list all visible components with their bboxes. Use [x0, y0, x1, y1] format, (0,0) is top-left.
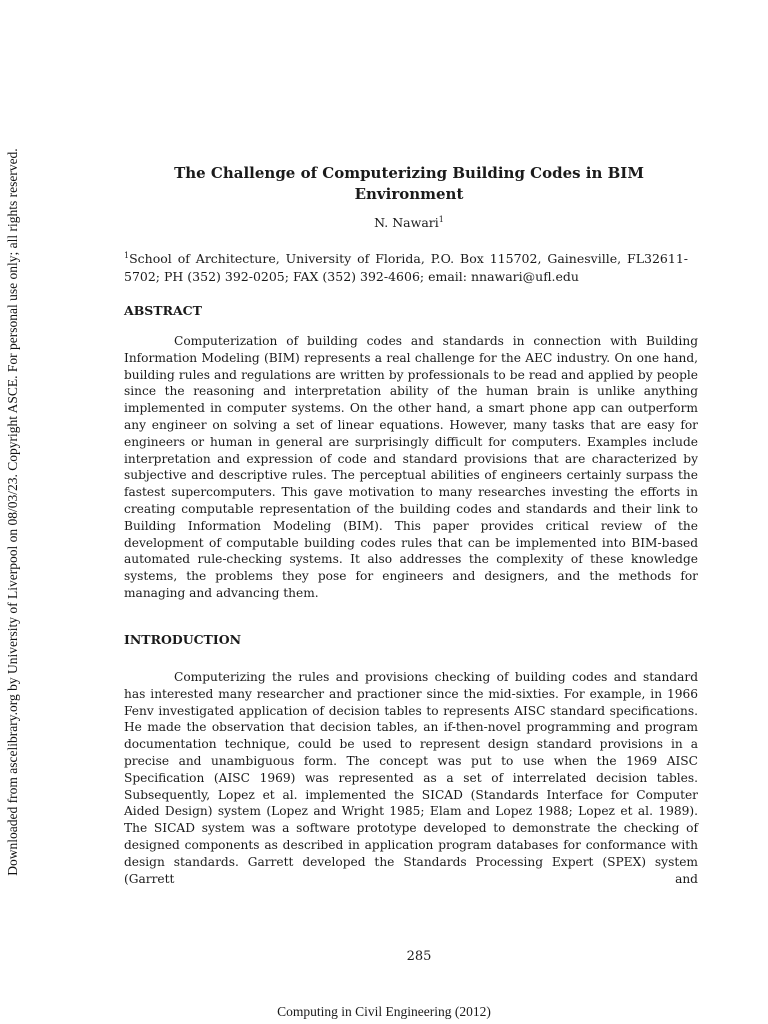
footer-proceedings: Computing in Civil Engineering (2012): [277, 1004, 491, 1019]
abstract-heading: ABSTRACT: [124, 303, 202, 318]
affiliation-mark: 1: [124, 251, 130, 260]
introduction-heading: INTRODUCTION: [124, 632, 242, 647]
paper-title: The Challenge of Computerizing Building Codes in BIM Environment: [174, 164, 644, 203]
author-affiliation-mark: 1: [438, 215, 444, 224]
abstract-paragraph: Computerization of building codes and standards in connection with Building Information Modeling (BIM) represents a real challenge for the AEC industry. On one hand, building rules and regulations are written by professionals to be read and applied by people since the reasoning and interpretation ability of the human brain is unlike anything implemented in computer systems. On the other hand, a smart phone app can outperform any engineer on solving a set of linear equations. However, many tasks that are easy for engineers or human in general are surprisingly difficult for computers. Examples include interpretation and expression of code and standard provisions that are characterized by subjective and descriptive rules. The perceptual abilities of engineers certainly surpass the fastest supercomputers. This gave motivation to many researches investing the efforts in creating computable representation of the building codes and standards and their link to Building Information Modeling (BIM). This paper provides critical review of the development of computable building codes rules that can be implemented into BIM-based automated rule-checking systems. It also addresses the complexity of these knowledge systems, the problems they pose for engineers and designers, and the methods for managing and advancing them.: [124, 334, 698, 600]
download-notice: Downloaded from ascelibrary.org by University of Liverpool on 08/03/23. Copyright ASCE. For personal use only; all rights reserved.: [5, 148, 20, 876]
author-line: [124, 215, 694, 230]
affiliation: [124, 247, 688, 286]
affiliation-text: School of Architecture, University of Florida, P.O. Box 115702, Gainesville, FL32611-5702; PH (352) 392-0205; FAX (352) 392-4606; email: nnawari@ufl.edu: [124, 251, 688, 285]
author-name: N. Nawari: [374, 215, 439, 231]
introduction-paragraph: Computerizing the rules and provisions checking of building codes and standard has interested many researcher and practioner since the mid-sixties. For example, in 1966 Fenv investigated application of decision tables to represents AISC standard specifications. He made the observation that decision tables, an if-then-novel programming and program documentation technique, could be used to represent design standard provisions in a precise and unambiguous form. The concept was put to use when the 1969 AISC Specification (AISC 1969) was represented as a set of interrelated decision tables. Subsequently, Lopez et al. implemented the SICAD (Standards Interface for Computer Aided Design) system (Lopez and Wright 1985; Elam and Lopez 1988; Lopez et al. 1989). The SICAD system was a software prototype developed to demonstrate the checking of designed components as described in application program databases for conformance with design standards. Garrett developed the Standards Processing Expert (SPEX) system (Garrett and: [124, 670, 698, 886]
page-number: 285: [406, 949, 432, 964]
